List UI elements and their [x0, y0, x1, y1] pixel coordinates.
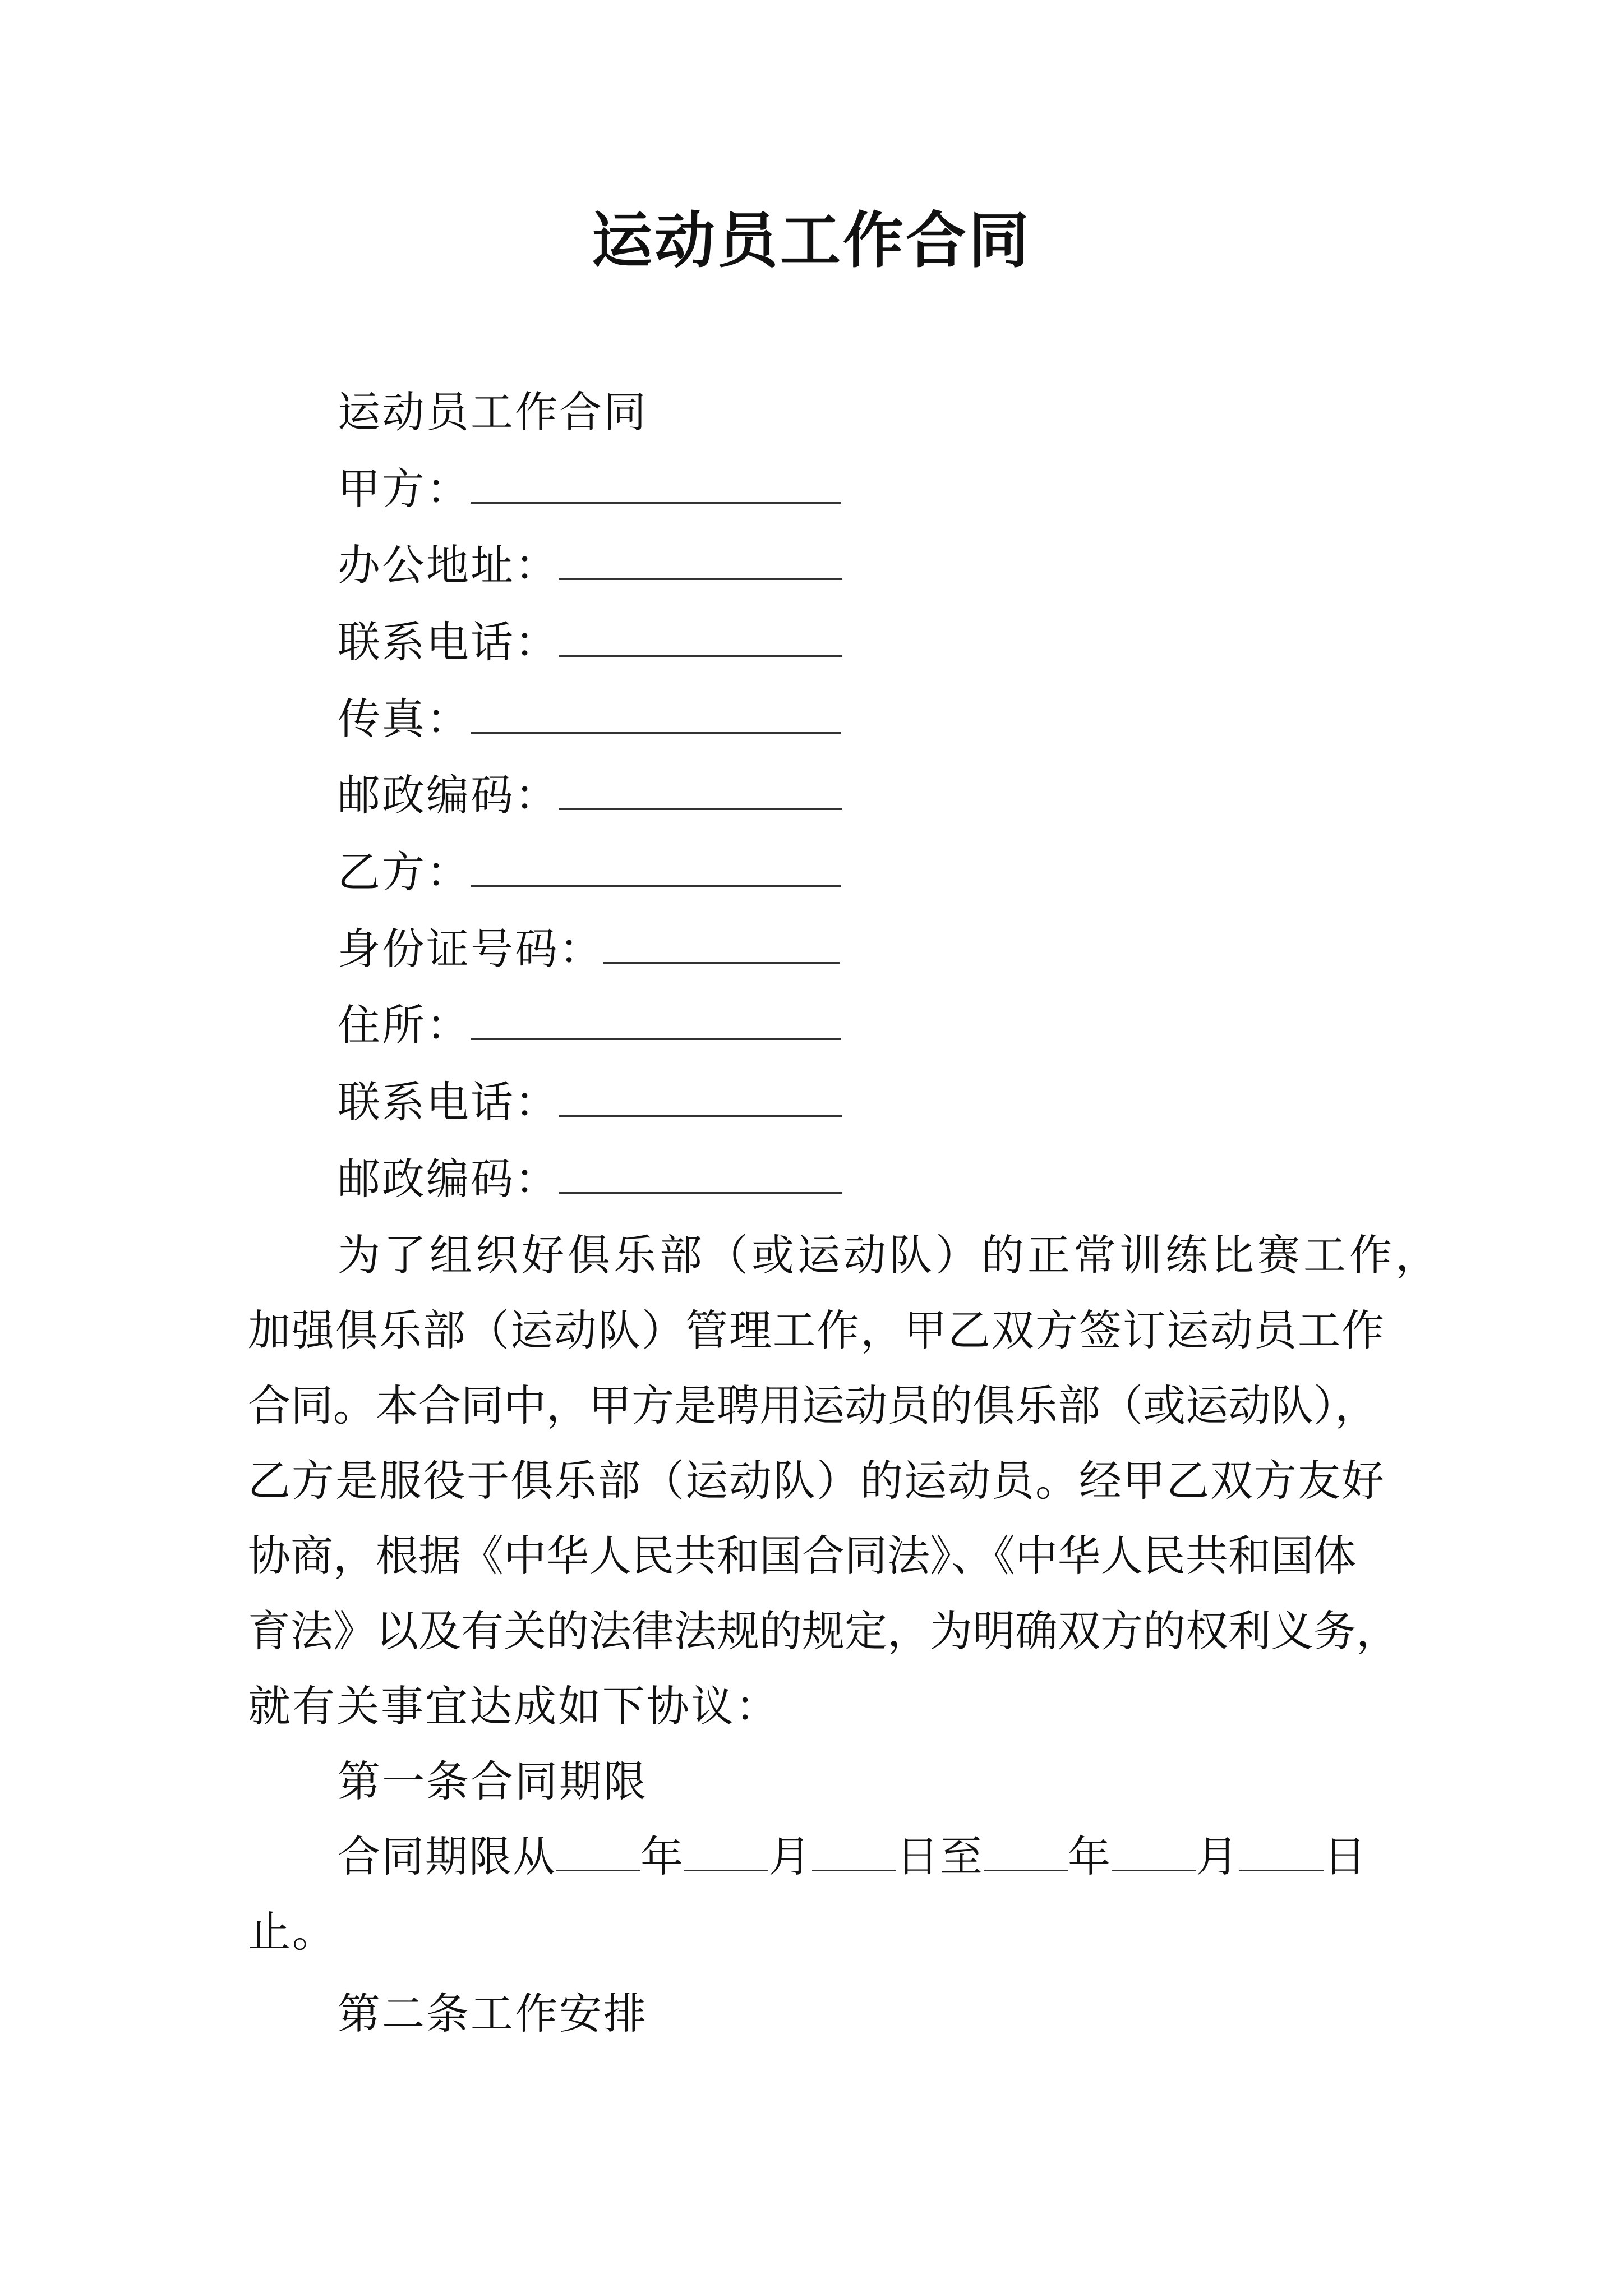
party-b-label: 乙方：	[338, 847, 471, 897]
intro-line-3: 合同。本合同中，甲方是聘用运动员的俱乐部（或运动队），	[248, 1381, 1377, 1430]
party-a-postcode-field[interactable]	[559, 769, 842, 810]
party-b-residence-field[interactable]	[471, 999, 841, 1040]
start-year-label: 年	[640, 1832, 684, 1881]
party-a-field[interactable]	[471, 463, 841, 504]
party-b-phone-row	[338, 1074, 842, 1130]
end-day-field[interactable]	[1239, 1830, 1324, 1871]
article-1-heading: 第一条合同期限	[338, 1756, 648, 1806]
party-a-postcode-row	[338, 767, 842, 823]
party-a-fax-label: 传真：	[338, 694, 471, 744]
end-month-label: 月	[1196, 1832, 1239, 1881]
intro-line-7: 就有关事宜达成如下协议：	[248, 1681, 780, 1731]
party-a-label: 甲方：	[338, 464, 471, 514]
intro-line-2: 加强俱乐部（运动队）管理工作，甲乙双方签订运动员工作	[248, 1305, 1385, 1355]
party-a-postcode-label: 邮政编码：	[338, 770, 559, 820]
party-a-address-label: 办公地址：	[338, 540, 559, 590]
party-b-id-field[interactable]	[603, 923, 840, 964]
contract-term-row	[338, 1829, 1367, 1885]
party-a-address-row	[338, 537, 842, 593]
start-month-label: 月	[768, 1832, 812, 1881]
party-b-row	[338, 844, 841, 900]
party-b-phone-field[interactable]	[559, 1076, 842, 1117]
term-prefix: 合同期限从	[338, 1832, 556, 1881]
start-day-to-label: 日至	[896, 1832, 984, 1881]
party-b-phone-label: 联系电话：	[338, 1077, 559, 1127]
end-year-label: 年	[1068, 1832, 1112, 1881]
party-b-id-row	[338, 921, 840, 977]
document-title: 运动员工作合同	[591, 206, 1031, 276]
start-year-field[interactable]	[556, 1830, 640, 1871]
start-day-field[interactable]	[812, 1830, 896, 1871]
intro-line-5: 协商，根据《中华人民共和国合同法》、《中华人民共和国体	[248, 1531, 1356, 1581]
party-a-fax-field[interactable]	[471, 693, 841, 734]
party-a-phone-row	[338, 614, 842, 670]
article-2-heading: 第二条工作安排	[338, 1989, 648, 2039]
party-a-row	[338, 461, 841, 517]
start-month-field[interactable]	[684, 1830, 768, 1871]
party-a-phone-field[interactable]	[559, 616, 842, 657]
end-year-field[interactable]	[984, 1830, 1068, 1871]
party-b-residence-row	[338, 997, 841, 1053]
end-month-field[interactable]	[1112, 1830, 1196, 1871]
party-b-postcode-label: 邮政编码：	[338, 1154, 559, 1204]
intro-line-4: 乙方是服役于俱乐部（运动队）的运动员。经甲乙双方友好	[248, 1456, 1385, 1506]
party-b-field[interactable]	[471, 846, 841, 887]
party-b-postcode-row	[338, 1151, 842, 1207]
party-b-id-label: 身份证号码：	[338, 924, 603, 974]
contract-subtitle: 运动员工作合同	[338, 387, 648, 437]
intro-line-6: 育法》以及有关的法律法规的规定，为明确双方的权利义务，	[248, 1606, 1399, 1656]
party-a-phone-label: 联系电话：	[338, 617, 559, 667]
party-a-fax-row	[338, 691, 841, 747]
party-b-residence-label: 住所：	[338, 1000, 471, 1050]
end-day-label: 日	[1324, 1832, 1367, 1881]
party-a-address-field[interactable]	[559, 539, 842, 580]
party-b-postcode-field[interactable]	[559, 1153, 842, 1194]
intro-line-1: 为了组织好俱乐部（或运动队）的正常训练比赛工作，	[338, 1230, 1441, 1280]
contract-term-end: 止。	[248, 1907, 336, 1957]
